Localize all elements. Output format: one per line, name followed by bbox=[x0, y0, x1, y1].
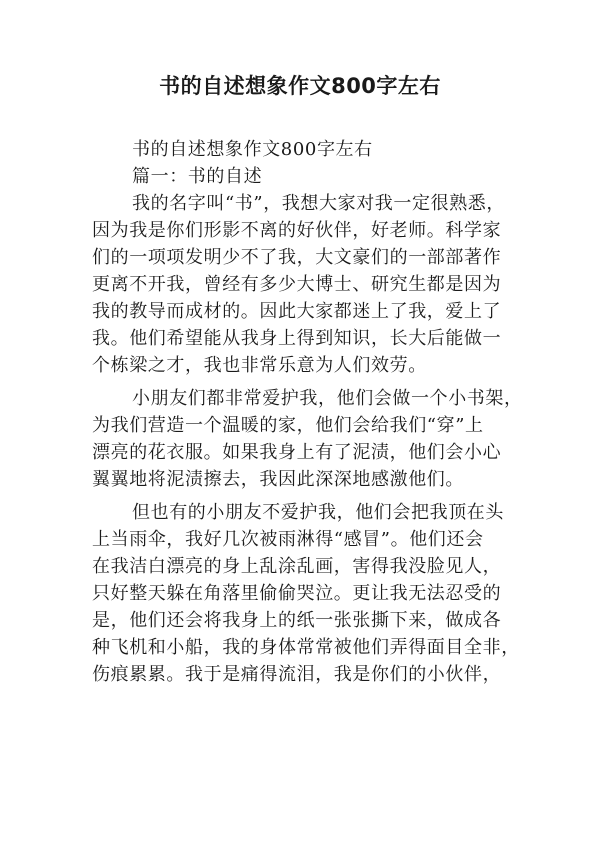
paragraph-2 bbox=[92, 385, 522, 493]
document-subtitle: 书的自述想象作文800字左右 bbox=[132, 139, 373, 160]
text-line: 我。他们希望能从我身上得到知识，长大后能做一 bbox=[92, 328, 502, 349]
text-line: 个栋梁之才，我也非常乐意为人们效劳。 bbox=[92, 355, 427, 376]
document-title: 书的自述想象作文800字左右 bbox=[159, 74, 441, 98]
text-line: 是，他们还会将我身上的纸一张张撕下来，做成各 bbox=[92, 610, 502, 631]
text-line: 在我洁白漂亮的身上乱涂乱画，害得我没脸见人， bbox=[92, 556, 502, 577]
text-line: 更离不开我，曾经有多少大博士、研究生都是因为 bbox=[92, 274, 502, 295]
text-line: 翼翼地将泥渍擦去，我因此深深地感激他们。 bbox=[92, 469, 464, 490]
text-line: 小朋友们都非常爱护我，他们会做一个小书架， bbox=[132, 388, 523, 409]
text-line: 我的教导而成材的。因此大家都迷上了我，爱上了 bbox=[92, 301, 502, 322]
text-line: 们的一项项发明少不了我，大文豪们的一部部著作 bbox=[92, 247, 502, 268]
section-heading: 篇一：书的自述 bbox=[132, 166, 263, 187]
text-line: 因为我是你们形影不离的好伙伴，好老师。科学家 bbox=[92, 220, 502, 241]
text-line: 为我们营造一个温暖的家，他们会给我们“穿”上 bbox=[92, 415, 484, 436]
text-line: 我的名字叫“书”，我想大家对我一定很熟悉， bbox=[132, 193, 506, 214]
text-line: 但也有的小朋友不爱护我，他们会把我顶在头 bbox=[132, 502, 504, 523]
document-body bbox=[92, 136, 522, 688]
paragraph-3 bbox=[92, 499, 522, 688]
text-line: 只好整天躲在角落里偷偷哭泣。更让我无法忍受的 bbox=[92, 583, 502, 604]
text-line: 伤痕累累。我于是痛得流泪，我是你们的小伙伴， bbox=[92, 664, 502, 685]
text-line: 漂亮的花衣服。如果我身上有了泥渍，他们会小心 bbox=[92, 442, 502, 463]
paragraph-1 bbox=[92, 190, 522, 379]
text-line: 种飞机和小船，我的身体常常被他们弄得面目全非， bbox=[92, 637, 520, 658]
text-line: 上当雨伞，我好几次被雨淋得“感冒”。他们还会 bbox=[92, 529, 484, 550]
